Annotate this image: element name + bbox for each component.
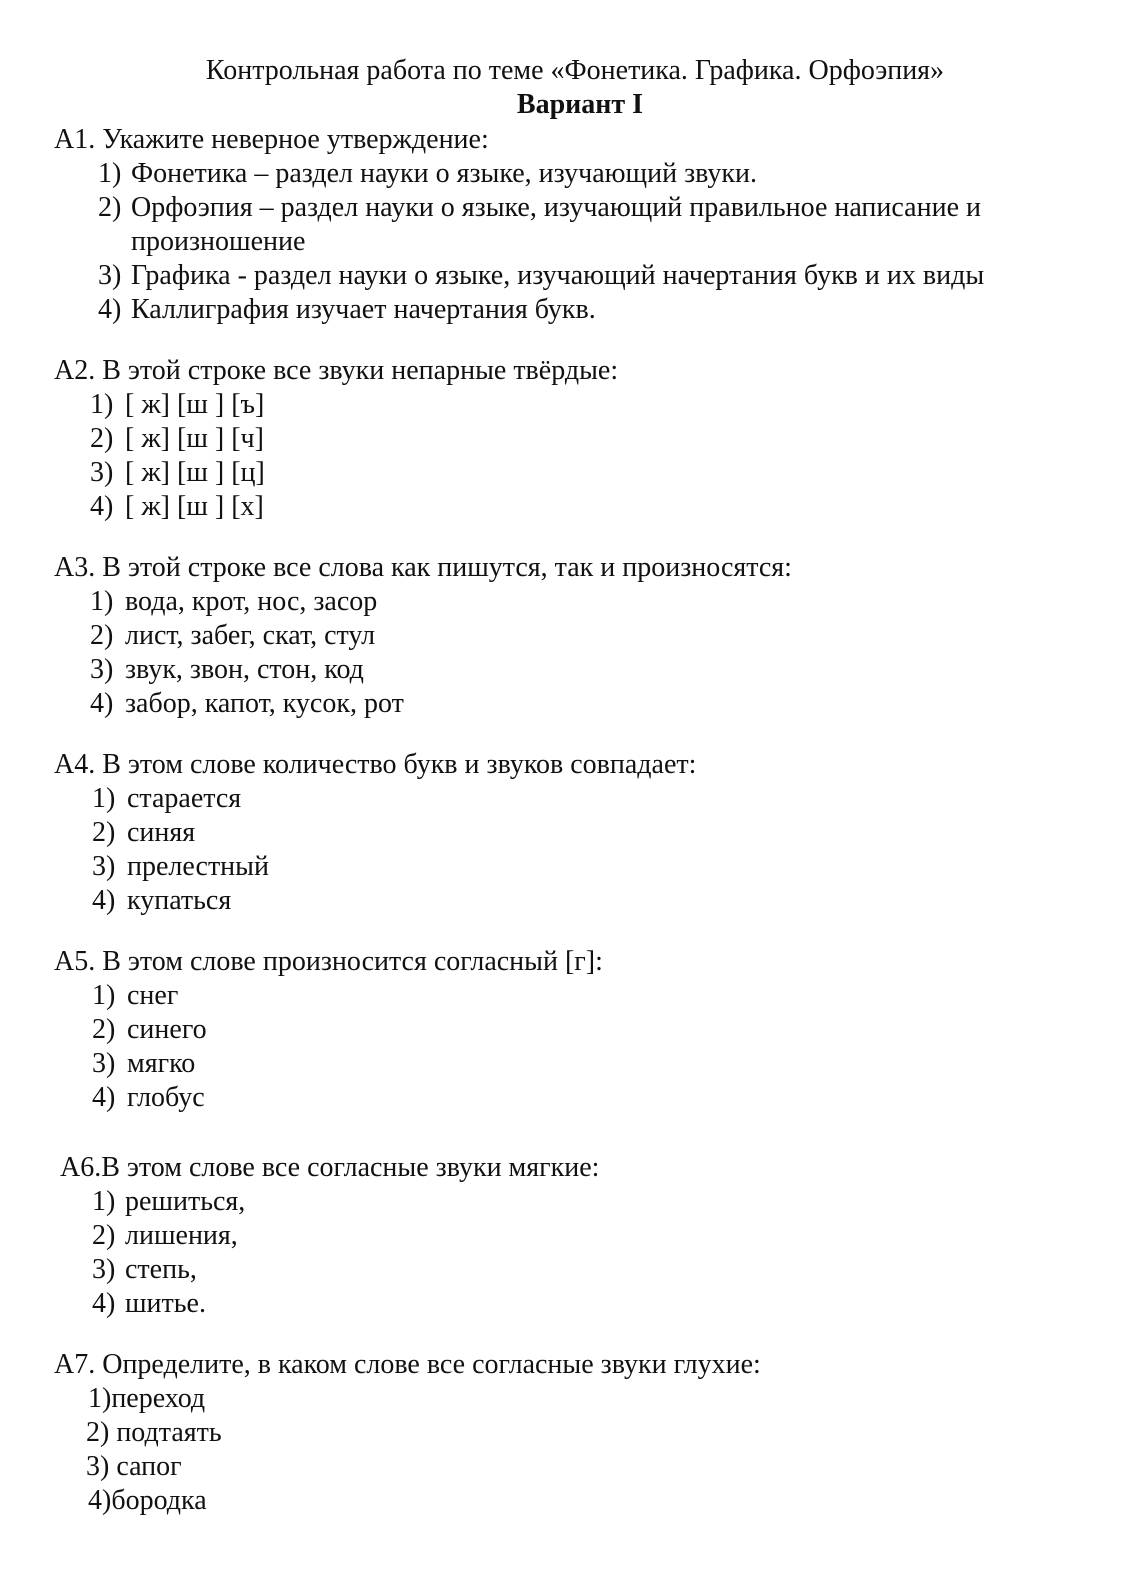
option-number: 2) — [98, 192, 122, 223]
answer-option — [90, 422, 1064, 456]
answer-option — [92, 782, 1064, 816]
option-text: звук, звон, стон, код — [125, 654, 364, 685]
question-a5 — [54, 945, 1064, 1115]
option-text: прелестный — [127, 851, 269, 882]
option-text: степь, — [125, 1254, 197, 1285]
answer-option — [98, 191, 1064, 259]
option-text: забор, капот, кусок, рот — [125, 688, 404, 719]
answer-options — [92, 1185, 1070, 1321]
option-text: лист, забег, скат, стул — [125, 620, 376, 651]
answer-option — [92, 850, 1064, 884]
option-text: Фонетика – раздел науки о языке, изучающий звуки. — [131, 158, 757, 189]
question-a4 — [54, 748, 1064, 918]
question-text: А5. В этом слове произносится согласный [г]: — [54, 946, 603, 977]
answer-options — [90, 585, 1064, 721]
option-number: 3) — [92, 1048, 116, 1079]
answer-option — [90, 585, 1064, 619]
answer-option — [92, 1219, 1070, 1253]
option-text: глобус — [127, 1082, 205, 1113]
answer-options — [90, 388, 1064, 524]
variant-heading: Вариант I — [516, 89, 644, 120]
answer-option — [90, 388, 1064, 422]
answer-option — [86, 1450, 1064, 1484]
option-number: 1) — [92, 980, 116, 1011]
answer-option — [90, 687, 1064, 721]
option-text: мягко — [127, 1048, 196, 1079]
option-number: 1) — [98, 158, 122, 189]
answer-options — [92, 979, 1064, 1115]
option-text: 3) сапог — [86, 1451, 182, 1482]
option-text: решиться, — [125, 1186, 246, 1217]
option-number: 2) — [92, 1220, 116, 1251]
option-text: Графика - раздел науки о языке, изучающий начертания букв и их виды — [131, 260, 985, 291]
option-number: 4) — [92, 1082, 116, 1113]
option-text: 4)бородка — [88, 1485, 207, 1516]
answer-option — [92, 816, 1064, 850]
option-text: снег — [127, 980, 179, 1011]
option-number: 3) — [92, 1254, 116, 1285]
answer-option — [90, 456, 1064, 490]
question-text: А2. В этой строке все звуки непарные твёрдые: — [54, 355, 619, 386]
answer-option — [98, 157, 1064, 191]
question-text: А7. Определите, в каком слове все согласные звуки глухие: — [54, 1349, 761, 1380]
option-number: 4) — [92, 1288, 116, 1319]
option-text: шитье. — [125, 1288, 206, 1319]
option-text: [ ж] [ш ] [х] — [125, 491, 264, 522]
option-text: 1)переход — [88, 1383, 206, 1414]
option-text: купаться — [127, 885, 232, 916]
option-text: вода, крот, нос, засор — [125, 586, 378, 617]
document-title: Контрольная работа по теме «Фонетика. Графика. Орфоэпия» — [205, 55, 945, 86]
option-number: 1) — [90, 586, 114, 617]
question-a3 — [54, 551, 1064, 721]
question-a2 — [54, 354, 1064, 524]
answer-option — [92, 1013, 1064, 1047]
answer-option — [92, 1253, 1070, 1287]
answer-option — [88, 1382, 1064, 1416]
answer-option — [98, 259, 1064, 293]
option-number: 4) — [90, 688, 114, 719]
question-a1 — [54, 123, 1064, 327]
answer-option — [98, 293, 1064, 327]
option-number: 1) — [92, 783, 116, 814]
answer-option — [88, 1484, 1064, 1518]
question-a6 — [60, 1151, 1070, 1321]
option-text: лишения, — [125, 1220, 238, 1251]
answer-option — [92, 1081, 1064, 1115]
option-number: 2) — [90, 620, 114, 651]
option-number: 2) — [90, 423, 114, 454]
answer-options — [88, 1382, 1064, 1518]
option-number: 3) — [90, 654, 114, 685]
option-text: [ ж] [ш ] [ц] — [125, 457, 265, 488]
answer-option — [90, 653, 1064, 687]
option-number: 3) — [90, 457, 114, 488]
option-text: синяя — [127, 817, 196, 848]
option-number: 1) — [92, 1186, 116, 1217]
option-number: 1) — [90, 389, 114, 420]
option-number: 3) — [92, 851, 116, 882]
option-number: 4) — [92, 885, 116, 916]
answer-option — [92, 1287, 1070, 1321]
option-text: 2) подтаять — [86, 1417, 222, 1448]
answer-option — [86, 1416, 1064, 1450]
answer-option — [90, 490, 1064, 524]
answer-option — [92, 979, 1064, 1013]
answer-option — [92, 1185, 1070, 1219]
answer-option — [90, 619, 1064, 653]
option-number: 3) — [98, 260, 122, 291]
answer-options — [98, 157, 1064, 327]
answer-option — [92, 884, 1064, 918]
question-text: А3. В этой строке все слова как пишутся, так и произносятся: — [54, 552, 792, 583]
option-text: синего — [127, 1014, 207, 1045]
option-text: Орфоэпия – раздел науки о языке, изучающий правильное написание и произношение — [131, 192, 981, 257]
option-text: [ ж] [ш ] [ч] — [125, 423, 264, 454]
option-text: Каллиграфия изучает начертания букв. — [131, 294, 596, 325]
question-a7 — [54, 1348, 1064, 1518]
option-number: 4) — [98, 294, 122, 325]
option-number: 2) — [92, 817, 116, 848]
option-text: [ ж] [ш ] [ъ] — [125, 389, 265, 420]
option-number: 4) — [90, 491, 114, 522]
option-text: старается — [127, 783, 242, 814]
question-text: А1. Укажите неверное утверждение: — [54, 124, 489, 155]
option-number: 2) — [92, 1014, 116, 1045]
answer-option — [92, 1047, 1064, 1081]
question-text: А4. В этом слове количество букв и звуков совпадает: — [54, 749, 697, 780]
question-text: А6.В этом слове все согласные звуки мягкие: — [60, 1152, 600, 1183]
answer-options — [92, 782, 1064, 918]
